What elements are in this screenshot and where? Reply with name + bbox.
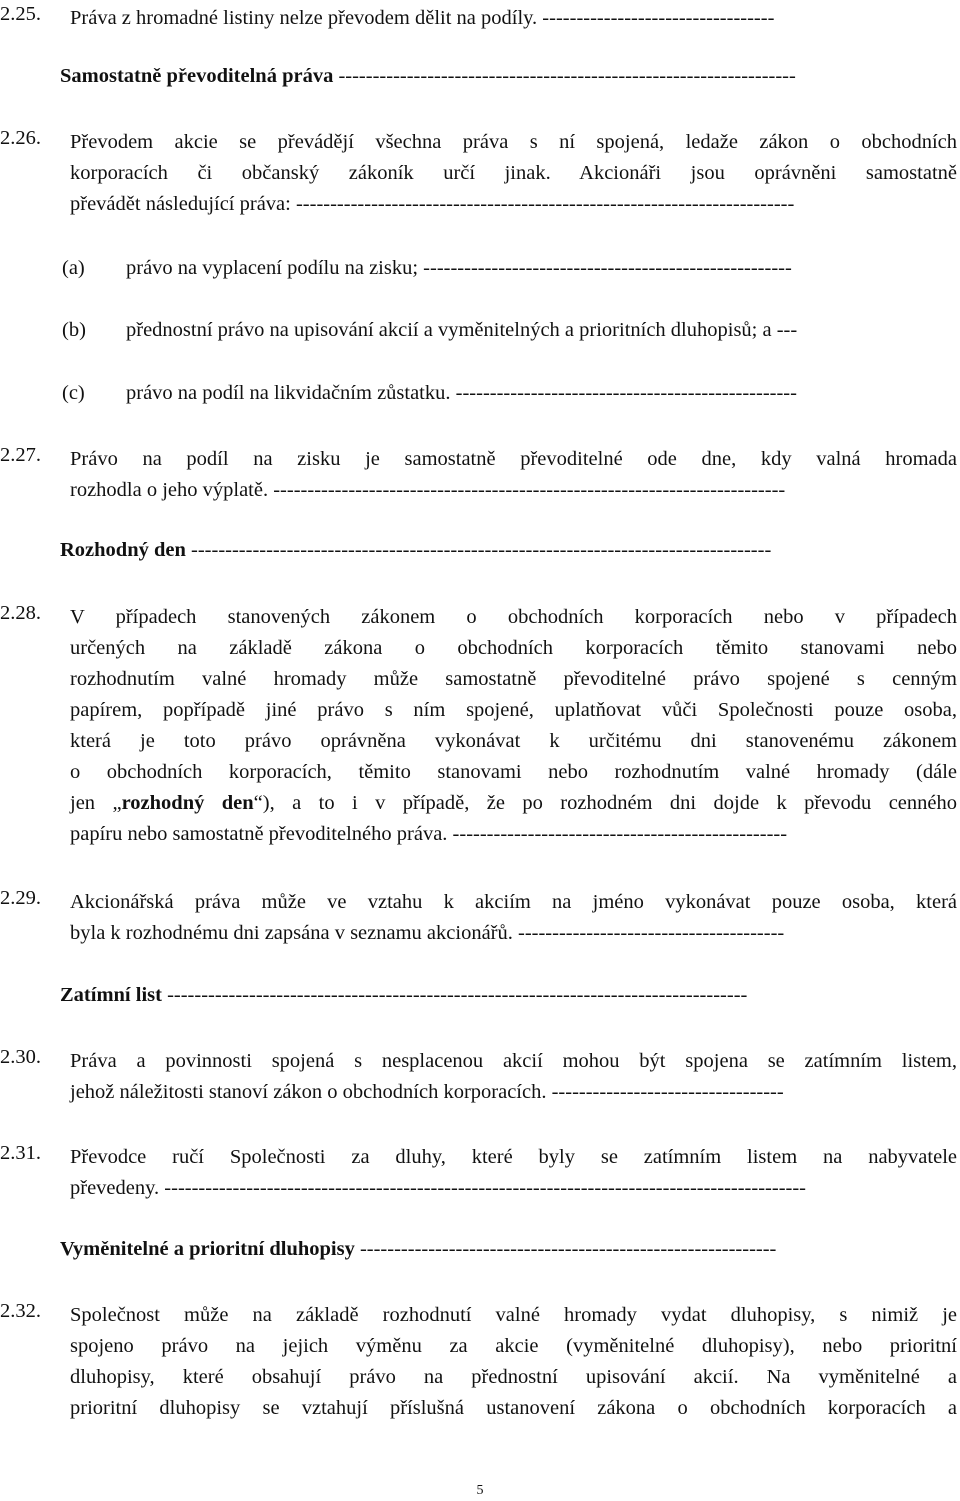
page-number: 5 [476, 1483, 484, 1498]
paragraph-2-28 [0, 602, 960, 850]
paragraph-line: určených na základě zákona o obchodních korporacích těmito stanovami nebo [70, 637, 957, 659]
paragraph-line: Převodce ručí Společnosti za dluhy, které byly se zatímním listem na nabyvatele [70, 1146, 957, 1168]
paragraph-line: o obchodních korporacích, těmito stanovami nebo rozhodnutím valné hromady (dále [70, 761, 957, 783]
paragraph-number: 2.27. [0, 444, 41, 466]
paragraph-line: Práva a povinnosti spojená s nesplacenou akcií mohou být spojena se zatímním listem, [70, 1050, 957, 1072]
paragraph-line: prioritní dluhopisy se vztahují příslušná ustanovení zákona o obchodních korporacích a [70, 1397, 957, 1419]
paragraph-number: 2.31. [0, 1142, 41, 1164]
defined-term: rozhodný den [121, 792, 254, 814]
paragraph-2-32 [0, 1300, 960, 1424]
list-item-label: (a) [62, 257, 85, 279]
section-heading-zatimni-list [60, 984, 747, 1007]
heading-title: Rozhodný den [60, 539, 186, 561]
paragraph-number: 2.25. [0, 3, 41, 25]
heading-dashes: ------------------------------------------------------------------------------------- [185, 539, 772, 561]
paragraph-line: jehož náležitosti stanoví zákon o obchodních korporacích. ---------------------------------- [70, 1081, 784, 1103]
paragraph-line: Právo na podíl na zisku je samostatně převoditelné ode dne, kdy valná hromada [70, 448, 957, 470]
paragraph-line: korporacích či občanský zákoník určí jinak. Akcionáři jsou oprávněni samostatně [70, 162, 957, 184]
section-heading-rozhodny-den [60, 539, 771, 562]
paragraph-2-27 [0, 444, 960, 506]
paragraph-line: papíru nebo samostatně převoditelného práva. ------------------------------------------------- [70, 823, 788, 845]
paragraph-number: 2.28. [0, 602, 41, 624]
list-item-text: právo na vyplacení podílu na zisku; ------------------------------------------------------ [126, 257, 792, 279]
paragraph-line: byla k rozhodnému dni zapsána v seznamu akcionářů. --------------------------------------- [70, 922, 785, 944]
paragraph-text: Práva z hromadné listiny nelze převodem dělit na podíly. ---------------------------------- [70, 7, 775, 29]
section-heading-vymenitelne-a-prioritni-dluhopisy [60, 1238, 776, 1261]
heading-title: Zatímní list [60, 984, 162, 1006]
paragraph-line: Společnost může na základě rozhodnutí valné hromady vydat dluhopisy, s nimiž je [70, 1304, 957, 1326]
paragraph-line: převedeny. ---------------------------------------------------------------------------------------------- [70, 1177, 806, 1199]
paragraph-line: dluhopisy, které obsahují právo na přednostní upisování akcií. Na vyměnitelné a [70, 1366, 957, 1388]
paragraph-line: spojeno právo na jejich výměnu za akcie (vyměnitelné dluhopisy), nebo prioritní [70, 1335, 957, 1357]
heading-title: Vyměnitelné a prioritní dluhopisy [60, 1238, 355, 1260]
paragraph-number: 2.30. [0, 1046, 41, 1068]
paragraph-line-part: jen „ [70, 792, 122, 814]
paragraph-line: Převodem akcie se převádějí všechna práva s ní spojená, ledaže zákon o obchodních [70, 131, 957, 153]
paragraph-2-31 [0, 1142, 960, 1204]
list-item-label: (b) [62, 319, 86, 341]
paragraph-line-part: “), a to i v případě, že po rozhodném dni dojde k převodu cenného [253, 792, 957, 814]
heading-dashes: ------------------------------------------------------------------------------------- [161, 984, 748, 1006]
paragraph-2-30 [0, 1046, 960, 1108]
paragraph-2-25 [0, 3, 960, 34]
heading-dashes: ------------------------------------------------------------- [354, 1238, 777, 1260]
paragraph-line: papírem, popřípadě jiné právo s ním spojené, uplatňovat vůči Společnosti pouze osoba, [70, 699, 957, 721]
paragraph-line: rozhodla o jeho výplatě. --------------------------------------------------------------------------- [70, 479, 786, 501]
list-item-text: přednostní právo na upisování akcií a vyměnitelných a prioritních dluhopisů; a --- [126, 319, 798, 341]
heading-dashes: ------------------------------------------------------------------- [333, 65, 796, 87]
paragraph-line [70, 788, 957, 819]
paragraph-line: rozhodnutím valné hromady může samostatně převoditelné právo spojené s cenným [70, 668, 957, 690]
paragraph-line: Akcionářská práva může ve vztahu k akciím na jméno vykonávat pouze osoba, která [70, 891, 957, 913]
paragraph-number: 2.26. [0, 127, 41, 149]
paragraph-line: V případech stanovených zákonem o obchodních korporacích nebo v případech [70, 606, 957, 628]
section-heading-samostatne-prevoditelna-prava [60, 65, 796, 88]
paragraph-number: 2.32. [0, 1300, 41, 1322]
paragraph-line: která je toto právo oprávněna vykonávat k určitému dni stanovenému zákonem [70, 730, 957, 752]
heading-title: Samostatně převoditelná práva [60, 65, 334, 87]
list-item-text: právo na podíl na likvidačním zůstatku. -------------------------------------------------- [126, 382, 797, 404]
paragraph-number: 2.29. [0, 887, 41, 909]
paragraph-2-29 [0, 887, 960, 949]
paragraph-2-26 [0, 127, 960, 220]
paragraph-line: převádět následující práva: ------------------------------------------------------------------------- [70, 193, 795, 215]
list-item-label: (c) [62, 382, 85, 404]
